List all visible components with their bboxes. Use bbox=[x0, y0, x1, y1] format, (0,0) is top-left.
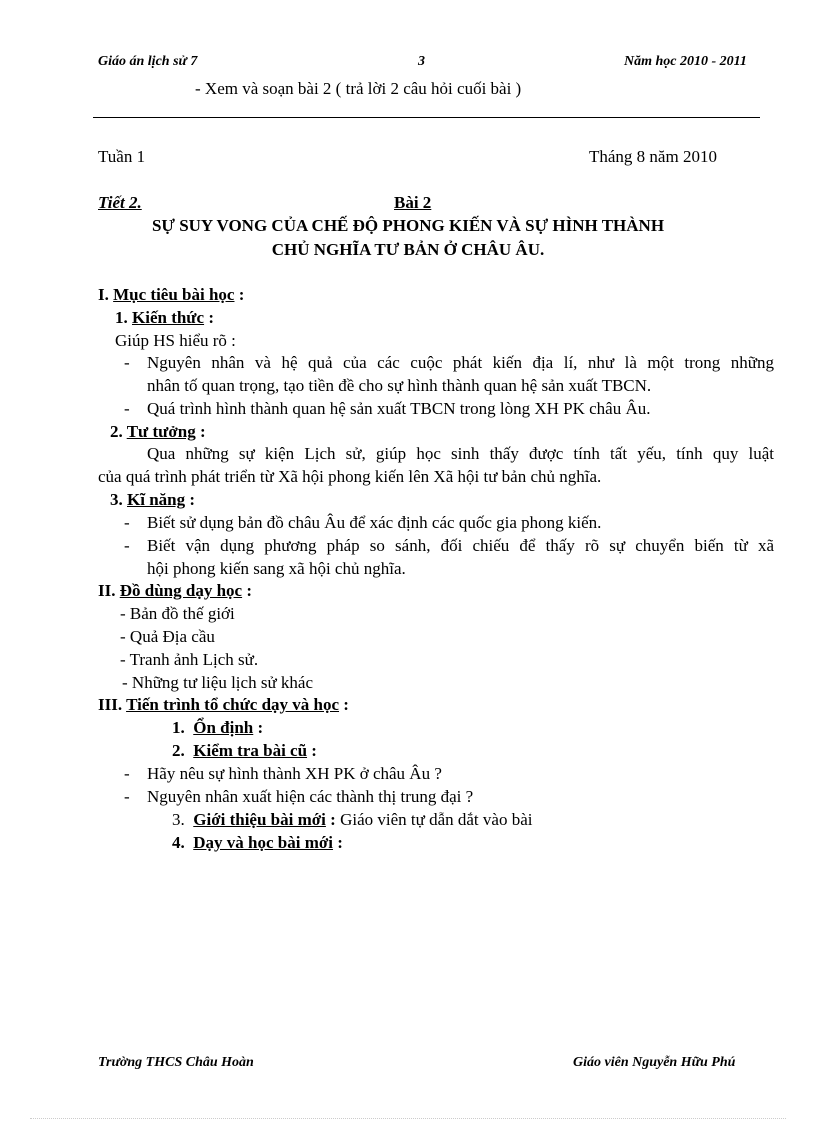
page-bottom-border bbox=[30, 1118, 786, 1119]
bullet-dash: - bbox=[124, 513, 130, 532]
equipment-item: - Bản đồ thế giới bbox=[120, 604, 235, 623]
skills-bullet1: Biết sử dụng bản đồ châu Âu để xác định các quốc gia phong kiến. bbox=[147, 513, 602, 532]
skills-bullet2-line1: Biết vận dụng phương pháp so sánh, đối chiếu để thấy rõ sự chuyển biến từ xã bbox=[147, 536, 774, 555]
page-number: 3 bbox=[418, 54, 425, 69]
lesson-number: Bài 2 bbox=[394, 193, 432, 212]
review-question-1: Hãy nêu sự hình thành XH PK ở châu Âu ? bbox=[147, 764, 442, 783]
equipment-item: - Những tư liệu lịch sử khác bbox=[122, 673, 313, 692]
section2-heading: II. Đồ dùng dạy học : bbox=[98, 581, 253, 600]
step2-heading: 2. Kiểm tra bài cũ : bbox=[172, 741, 317, 760]
review-question-2: Nguyên nhân xuất hiện các thành thị trung đại ? bbox=[147, 787, 474, 806]
bullet-dash: - bbox=[124, 353, 130, 372]
knowledge-heading: 1. Kiến thức : bbox=[115, 308, 214, 327]
bullet-dash: - bbox=[124, 399, 130, 418]
lesson-period: Tiết 2. bbox=[98, 193, 142, 212]
equipment-item: - Tranh ảnh Lịch sử. bbox=[120, 650, 259, 669]
knowledge-bullet1-line1: Nguyên nhân và hệ quả của các cuộc phát kiến địa lí, như là một trong những bbox=[147, 353, 774, 372]
footer-school: Trường THCS Châu Hoàn bbox=[98, 1055, 254, 1070]
thought-line2: của quá trình phát triển từ Xã hội phong kiến lên Xã hội tư bản chủ nghĩa. bbox=[98, 467, 602, 486]
knowledge-bullet1-line2: nhân tố quan trọng, tạo tiền đề cho sự hình thành quan hệ sản xuất TBCN. bbox=[147, 376, 652, 395]
separator-line bbox=[93, 117, 760, 118]
thought-line1: Qua những sự kiện Lịch sử, giúp học sinh thấy được tính tất yếu, tính quy luật bbox=[147, 444, 774, 463]
lesson-title-line1: SỰ SUY VONG CỦA CHẾ ĐỘ PHONG KIẾN VÀ SỰ HÌNH THÀNH bbox=[151, 216, 665, 235]
bullet-dash: - bbox=[124, 764, 130, 783]
footer-teacher: Giáo viên Nguyễn Hữu Phú bbox=[573, 1055, 736, 1070]
previous-homework: - Xem và soạn bài 2 ( trả lời 2 câu hỏi cuối bài ) bbox=[195, 79, 522, 98]
skills-bullet2-line2: hội phong kiến sang xã hội chủ nghĩa. bbox=[147, 559, 406, 578]
section3-heading: III. Tiến trình tổ chức dạy và học : bbox=[98, 695, 349, 714]
equipment-item: - Quả Địa cầu bbox=[120, 627, 215, 646]
knowledge-intro: Giúp HS hiểu rõ : bbox=[115, 331, 236, 350]
header-subject: Giáo án lịch sử 7 bbox=[98, 54, 198, 69]
bullet-dash: - bbox=[124, 536, 130, 555]
step1-heading: 1. Ổn định : bbox=[172, 718, 264, 737]
knowledge-bullet2: Quá trình hình thành quan hệ sản xuất TBCN trong lòng XH PK châu Âu. bbox=[147, 399, 651, 418]
step3-line: 3. Giới thiệu bài mới : Giáo viên tự dẫn dắt vào bài bbox=[172, 810, 533, 829]
header-school-year: Năm học 2010 - 2011 bbox=[624, 54, 747, 69]
week-label: Tuần 1 bbox=[98, 147, 146, 166]
bullet-dash: - bbox=[124, 787, 130, 806]
section1-heading: I. Mục tiêu bài học : bbox=[98, 285, 245, 304]
thought-heading: 2. Tư tưởng : bbox=[110, 422, 206, 441]
lesson-title-line2: CHỦ NGHĨA TƯ BẢN Ở CHÂU ÂU. bbox=[271, 240, 545, 259]
month-label: Tháng 8 năm 2010 bbox=[589, 147, 717, 166]
skills-heading: 3. Kĩ năng : bbox=[110, 490, 196, 509]
step4-heading: 4. Dạy và học bài mới : bbox=[172, 833, 343, 852]
